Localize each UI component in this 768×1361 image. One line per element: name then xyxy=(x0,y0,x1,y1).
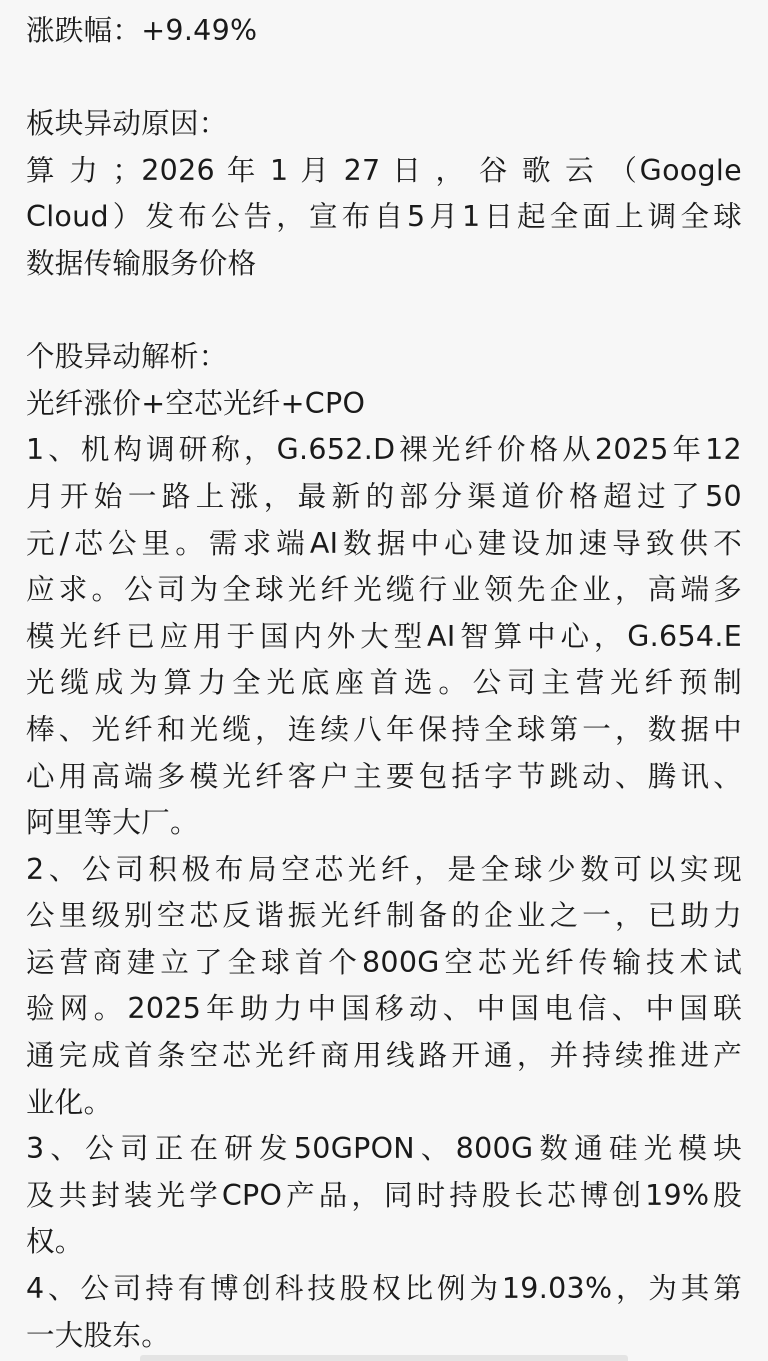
point-2-line: 公里级别空芯反谐振光纤制备的企业之一，已助力 xyxy=(26,899,742,933)
point-2-line: 通完成首条空芯光纤商用线路开通，并持续推进产 xyxy=(26,1039,742,1073)
bottom-scroll-indicator xyxy=(140,1355,628,1361)
sector-reason-line: Cloud）发布公告，宣布自5月1日起全面上调全球 xyxy=(26,200,742,234)
point-3-line: 权。 xyxy=(26,1225,84,1259)
point-4-line: 一大股东。 xyxy=(26,1318,171,1352)
point-1-line: 心用高端多模光纤客户主要包括字节跳动、腾讯、 xyxy=(26,759,742,793)
point-2-line: 业化。 xyxy=(26,1085,113,1119)
point-2-line: 运营商建立了全球首个800G空芯光纤传输技术试 xyxy=(26,945,742,979)
sector-reason-line: 算 力 ；2026 年 1 月 27 日 ， 谷 歌 云 （Google xyxy=(26,153,742,187)
point-1-line: 棒、光纤和光缆，连续八年保持全球第一，数据中 xyxy=(26,712,742,746)
blank-line xyxy=(26,55,742,102)
point-2-line: 2、公司积极布局空芯光纤，是全球少数可以实现 xyxy=(26,852,742,886)
point-1-line: 模光纤已应用于国内外大型AI智算中心，G.654.E xyxy=(26,619,742,653)
point-1-line: 阿里等大厂。 xyxy=(26,806,199,840)
point-1-line: 1、机构调研称，G.652.D裸光纤价格从2025年12 xyxy=(26,433,742,467)
point-1-line: 月开始一路上涨，最新的部分渠道价格超过了50 xyxy=(26,479,742,513)
change-percent-line: 涨跌幅：+9.49% xyxy=(26,14,258,47)
stock-theme-line: 光纤涨价+空芯光纤+CPO xyxy=(26,386,366,420)
point-4-line: 4、公司持有博创科技股权比例为19.03%，为其第 xyxy=(26,1272,742,1306)
point-2-line: 验网。2025年助力中国移动、中国电信、中国联 xyxy=(26,992,742,1026)
point-1-line: 应求。公司为全球光纤光缆行业领先企业，高端多 xyxy=(26,573,742,607)
point-3-line: 3、公司正在研发50GPON、800G数通硅光模块 xyxy=(26,1132,742,1166)
stock-analysis-heading: 个股异动解析： xyxy=(26,340,228,374)
point-1-line: 光缆成为算力全光底座首选。公司主营光纤预制 xyxy=(26,666,742,700)
point-3-line: 及共封装光学CPO产品，同时持股长芯博创19%股 xyxy=(26,1178,742,1212)
point-1-line: 元/芯公里。需求端AI数据中心建设加速导致供不 xyxy=(26,526,742,560)
blank-line xyxy=(26,288,742,335)
sector-reason-heading: 板块异动原因： xyxy=(26,107,228,141)
sector-reason-line: 数据传输服务价格 xyxy=(26,246,257,280)
